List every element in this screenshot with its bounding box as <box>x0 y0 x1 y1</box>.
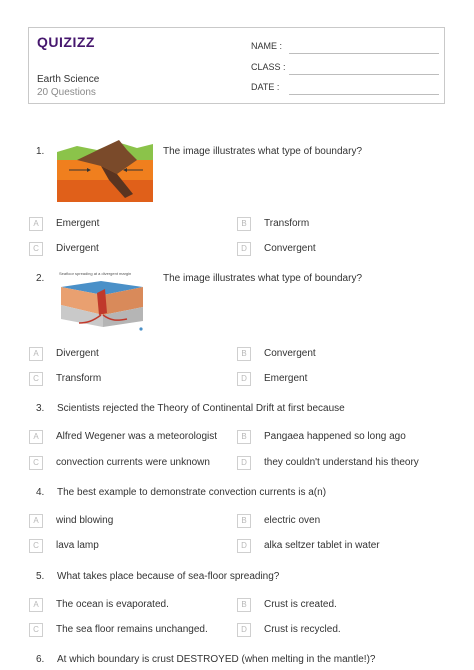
option-letter: A <box>29 430 43 444</box>
question-count: 20 Questions <box>37 87 96 98</box>
option-text: Convergent <box>264 243 316 254</box>
question-text: The image illustrates what type of boundary? <box>163 146 362 157</box>
subject-title: Earth Science <box>37 74 100 85</box>
date-label: DATE : <box>251 82 280 92</box>
name-field[interactable] <box>289 53 439 54</box>
image-caption: Seafloor spreading at a divergent margin <box>59 271 132 276</box>
option-text: Transform <box>264 218 310 229</box>
option-letter: A <box>29 217 43 231</box>
question-text: The best example to demonstrate convection currents is a(n) <box>57 487 327 498</box>
option-text: Transform <box>56 373 102 384</box>
option-letter: C <box>29 372 43 386</box>
option-text: electric oven <box>264 515 321 526</box>
option-text: Convergent <box>264 348 316 359</box>
option-letter: D <box>237 372 251 386</box>
option-letter: C <box>29 539 43 553</box>
date-field[interactable] <box>289 94 439 95</box>
question-text: What takes place because of sea-floor spreading? <box>57 571 280 582</box>
option-text: alka seltzer tablet in water <box>264 540 380 551</box>
option-letter: B <box>237 514 251 528</box>
option-letter: A <box>29 598 43 612</box>
option-text: Divergent <box>56 243 99 254</box>
class-label: CLASS : <box>251 62 286 72</box>
quizizz-logo: QUIZIZZ <box>37 34 95 50</box>
option-letter: A <box>29 514 43 528</box>
option-letter: D <box>237 539 251 553</box>
option-text: The sea floor remains unchanged. <box>56 624 208 635</box>
question-number: 5. <box>36 571 45 582</box>
worksheet-header <box>28 27 445 104</box>
option-text: wind blowing <box>56 515 114 526</box>
option-text: convection currents were unknown <box>56 457 210 468</box>
question-number: 1. <box>36 146 45 157</box>
option-letter: C <box>29 242 43 256</box>
option-letter: B <box>237 347 251 361</box>
question-text: Scientists rejected the Theory of Continental Drift at first because <box>57 403 345 414</box>
option-text: Crust is recycled. <box>264 624 341 635</box>
option-letter: D <box>237 456 251 470</box>
question-number: 4. <box>36 487 45 498</box>
option-text: The ocean is evaporated. <box>56 599 169 610</box>
option-text: Pangaea happened so long ago <box>264 431 406 442</box>
option-text: lava lamp <box>56 540 99 551</box>
option-letter: B <box>237 217 251 231</box>
option-text: Divergent <box>56 348 99 359</box>
divergent-boundary-illustration <box>57 269 149 333</box>
option-letter: D <box>237 623 251 637</box>
question-number: 6. <box>36 654 45 665</box>
option-letter: A <box>29 347 43 361</box>
option-text: Crust is created. <box>264 599 337 610</box>
class-field[interactable] <box>289 74 439 75</box>
option-letter: B <box>237 430 251 444</box>
option-text: Emergent <box>264 373 308 384</box>
option-text: Emergent <box>56 218 100 229</box>
question-text: At which boundary is crust DESTROYED (when melting in the mantle!)? <box>57 654 376 665</box>
option-letter: B <box>237 598 251 612</box>
question-number: 3. <box>36 403 45 414</box>
option-letter: C <box>29 456 43 470</box>
name-label: NAME : <box>251 41 283 51</box>
option-letter: D <box>237 242 251 256</box>
convergent-boundary-illustration <box>57 140 153 202</box>
option-text: they couldn't understand his theory <box>264 457 419 468</box>
option-letter: C <box>29 623 43 637</box>
question-text: The image illustrates what type of boundary? <box>163 273 362 284</box>
option-text: Alfred Wegener was a meteorologist <box>56 431 218 442</box>
question-number: 2. <box>36 273 45 284</box>
